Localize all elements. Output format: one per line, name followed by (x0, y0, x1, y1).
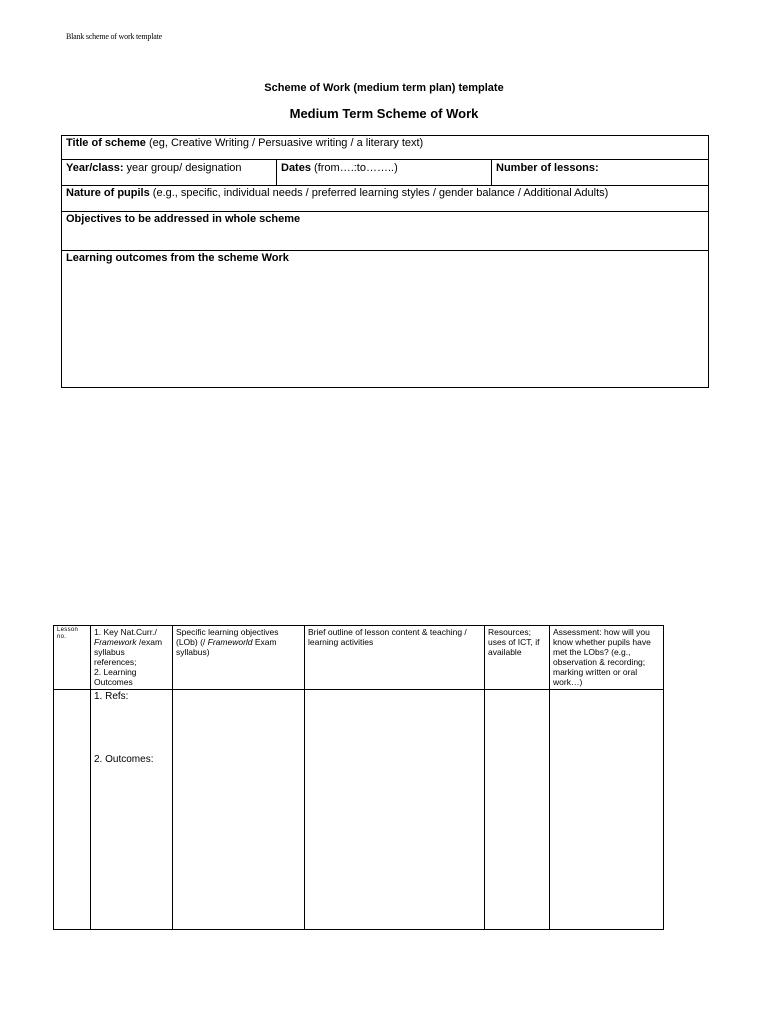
nature-of-pupils-row[interactable] (62, 186, 708, 212)
title-of-scheme-row[interactable] (62, 136, 708, 160)
scheme-overview-table (61, 135, 709, 388)
year-dates-lessons-row (62, 160, 708, 186)
specific-objectives-header (173, 626, 305, 690)
number-of-lessons-cell[interactable] (492, 160, 708, 185)
specific-objectives-framework: Frameworld (207, 637, 253, 647)
year-class-hint: year group/ designation (123, 162, 242, 174)
objectives-label: Objectives to be addressed in whole scheme (66, 213, 301, 225)
lesson-outline-cell[interactable] (305, 690, 485, 930)
lesson-table-header-row (54, 626, 664, 690)
header-note: Blank scheme of work template (66, 32, 162, 41)
year-class-cell[interactable] (62, 160, 277, 185)
dates-hint: (from….:to……..) (310, 162, 398, 174)
specific-objectives-cell[interactable] (173, 690, 305, 930)
assessment-header: Assessment: how will you know whether pupils have met the LObs? (e.g., observation & recording; marking written or oral work…) (550, 626, 664, 690)
key-references-part-3: 2. Learning Outcomes (94, 667, 137, 687)
lesson-table-body-row (54, 690, 664, 930)
specific-objectives-part-2: Exam syllabus) (176, 637, 277, 657)
lesson-number-cell[interactable] (54, 690, 91, 930)
key-references-cell[interactable] (91, 690, 173, 930)
dates-cell[interactable] (277, 160, 492, 185)
key-references-header (91, 626, 173, 690)
nature-of-pupils-hint: (e.g., specific, individual needs / preferred learning styles / gender balance / Additional Adults) (149, 187, 609, 199)
key-references-part-1: 1. Key Nat.Curr./ (94, 627, 157, 637)
specific-objectives-part-1: Specific learning objectives (LOb) (/ (176, 627, 279, 647)
refs-label: 1. Refs: (94, 691, 129, 702)
dates-label: Dates (281, 162, 311, 174)
nature-of-pupils-label: Nature of pupils (66, 187, 150, 199)
key-references-framework: Framework (94, 637, 137, 647)
learning-outcomes-row[interactable] (62, 251, 708, 387)
lesson-outline-header: Brief outline of lesson content & teaching / learning activities (305, 626, 485, 690)
resources-header: Resources; uses of ICT, if available (485, 626, 550, 690)
resources-cell[interactable] (485, 690, 550, 930)
lesson-number-header: Lesson no. (54, 626, 91, 690)
title-of-scheme-label: Title of scheme (66, 137, 146, 149)
number-of-lessons-label: Number of lessons: (496, 162, 599, 174)
assessment-cell[interactable] (550, 690, 664, 930)
document-subtitle: Medium Term Scheme of Work (289, 106, 479, 121)
key-references-part-2: /exam syllabus references; (94, 637, 163, 667)
title-of-scheme-hint: (eg, Creative Writing / Persuasive writing / a literary text) (145, 137, 424, 149)
outcomes-label: 2. Outcomes: (94, 754, 154, 765)
learning-outcomes-label: Learning outcomes from the scheme Work (66, 252, 289, 264)
document-title: Scheme of Work (medium term plan) template (264, 82, 504, 94)
lesson-plan-table (53, 625, 664, 930)
year-class-label: Year/class: (66, 162, 124, 174)
objectives-row[interactable] (62, 212, 708, 251)
